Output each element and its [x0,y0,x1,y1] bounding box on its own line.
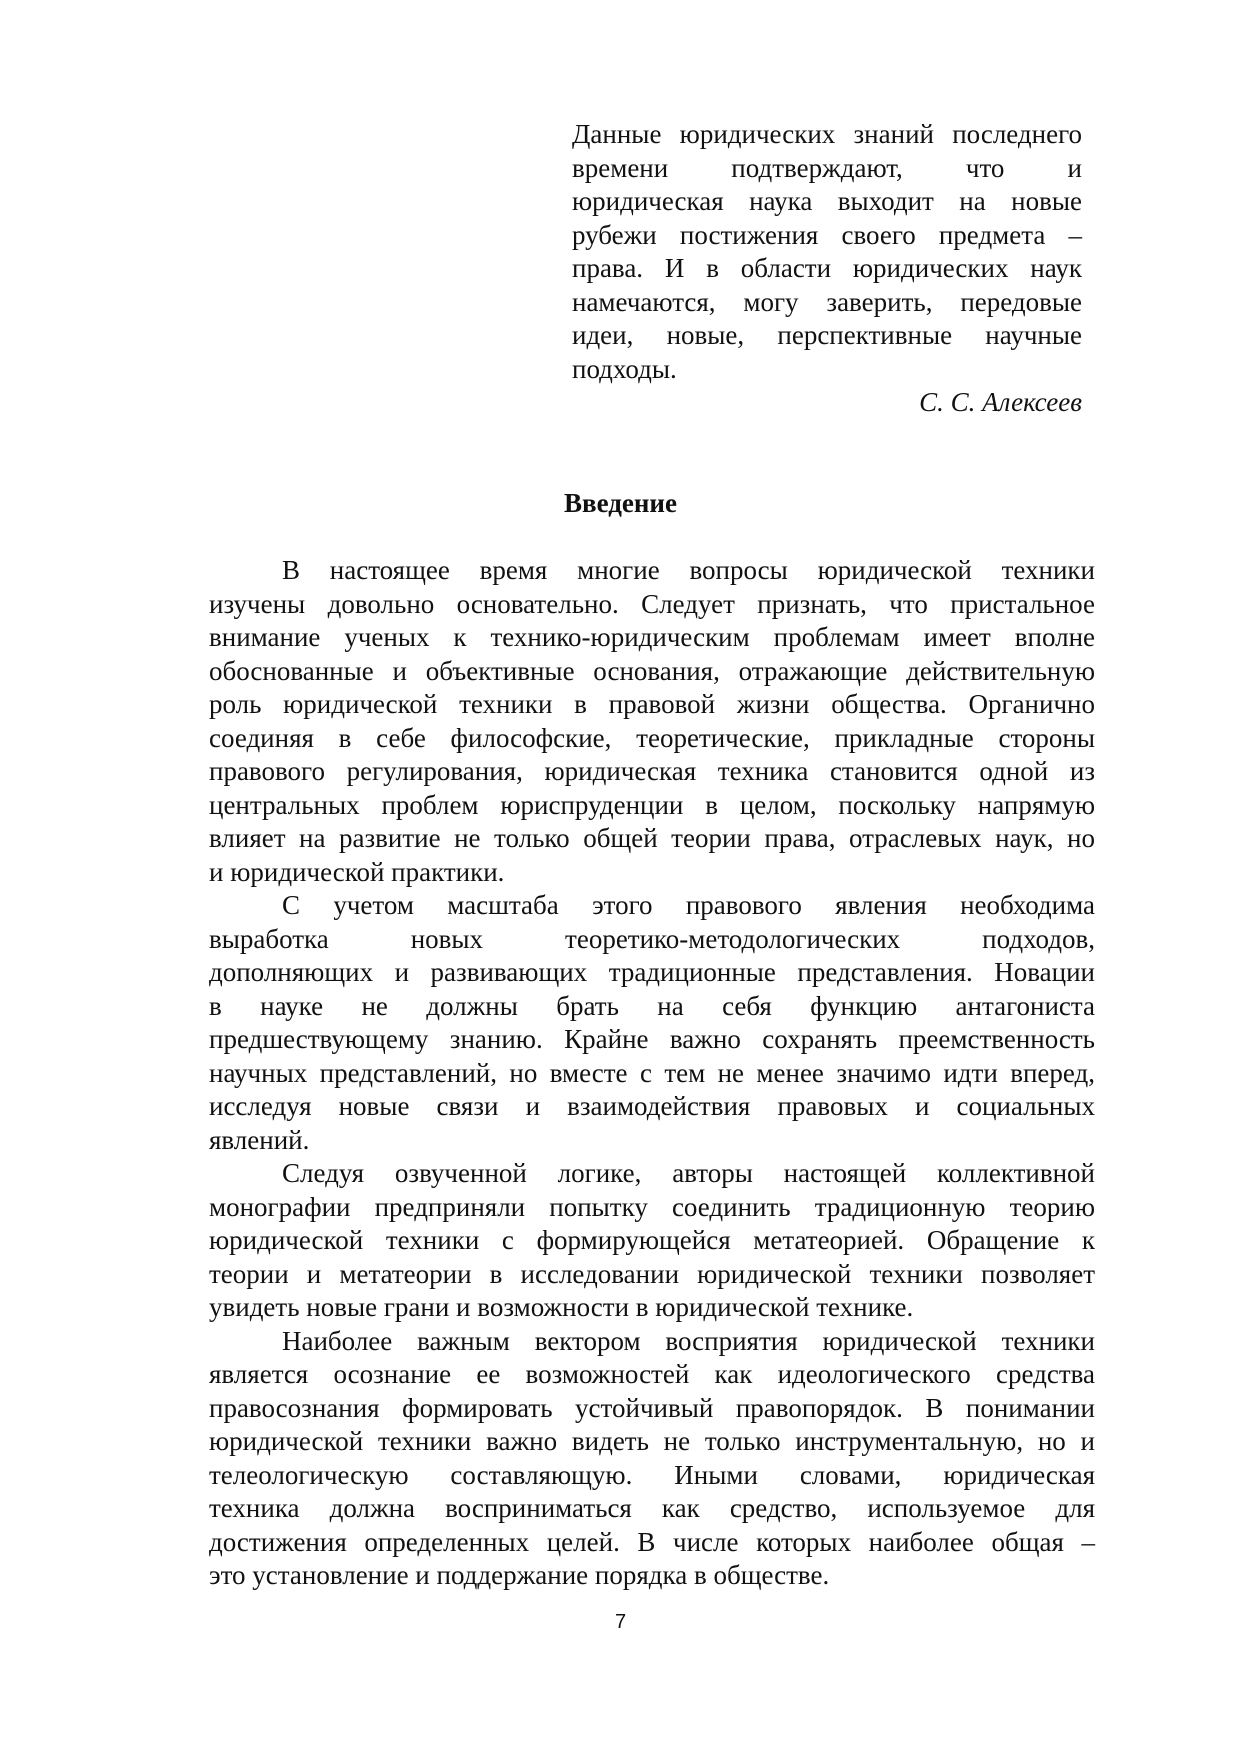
epigraph-line: рубежи постижения своего предмета – [572,219,1082,250]
paragraph-line: выработка новых теоретико-методологических подходов, [209,923,1095,954]
paragraph-line: предшествующему знанию. Крайне важно сохранять преемственность [209,1024,1095,1054]
epigraph-line: права. И в области юридических наук [572,253,1082,283]
paragraph-line: монографии предприняли попытку соединить традиционную теорию [209,1191,1095,1222]
paragraph-line: теории и метатеории в исследовании юридической техники позволяет [209,1258,1095,1289]
epigraph-line: времени подтверждают, что и [572,152,1082,183]
paragraph-line: это установление и поддержание порядка в обществе. [209,1560,830,1590]
paragraph-line: С учетом масштаба этого правового явления необходима [282,890,1095,920]
paragraph-line: и юридической практики. [209,856,505,887]
paragraph-line: техника должна восприниматься как средство, используемое для [209,1493,1095,1523]
paragraph-line: является осознание ее возможностей как идеологического средства [209,1359,1095,1389]
paragraph-line: в науке не должны брать на себя функцию антагониста [209,990,1095,1021]
paragraph-line: дополняющих и развивающих традиционные представления. Новации [209,957,1095,987]
epigraph-author: С. С. Алексеев [919,387,1082,417]
epigraph-line: юридическая наука выходит на новые [572,186,1082,216]
paragraph-line: изучены довольно основательно. Следует признать, что пристальное [209,588,1095,619]
epigraph-line: подходы. [572,353,677,384]
paragraph-line: обоснованные и объективные основания, отражающие действительную [209,655,1095,686]
paragraph-line: роль юридической техники в правовой жизни общества. Органично [209,689,1095,719]
paragraph-line: правосознания формировать устойчивый правопорядок. В понимании [209,1392,1095,1423]
page-number: 7 [614,1611,627,1633]
paragraph-line: Наиболее важным вектором восприятия юридической техники [282,1325,1095,1356]
paragraph-line: В настоящее время многие вопросы юридической техники [282,555,1095,585]
paragraph-line: влияет на развитие не только общей теории права, отраслевых наук, но [209,823,1095,853]
paragraph-line: явлений. [209,1124,310,1155]
body-text [209,554,1095,1593]
paragraph [209,554,1095,889]
paragraph [209,1325,1095,1593]
paragraph-line: научных представлений, но вместе с тем не менее значимо идти вперед, [209,1057,1095,1088]
paragraph-line: центральных проблем юриспруденции в целом, поскольку напрямую [209,789,1095,820]
paragraph-line: соединяя в себе философские, теоретические, прикладные стороны [209,722,1095,753]
paragraph-line: юридической техники важно видеть не только инструментальную, но и [209,1426,1095,1456]
paragraph-line: достижения определенных целей. В числе которых наиболее общая – [209,1526,1095,1557]
paragraph-line: внимание ученых к технико-юридическим проблемам имеет вполне [209,622,1095,652]
paragraph-line: правового регулирования, юридическая техника становится одной из [209,756,1095,786]
paragraph [209,889,1095,1157]
epigraph [572,118,1082,386]
paragraph-line: Следуя озвученной логике, авторы настоящей коллективной [282,1158,1095,1188]
paragraph-line: увидеть новые грани и возможности в юридической технике. [209,1292,914,1322]
epigraph-line: Данные юридических знаний последнего [572,119,1082,149]
paragraph-line: исследуя новые связи и взаимодействия правовых и социальных [209,1091,1095,1121]
epigraph-line: идеи, новые, перспективные научные [572,320,1082,350]
section-title: Введение [564,488,677,518]
paragraph-line: телеологическую составляющую. Иными словами, юридическая [209,1459,1095,1490]
paragraph [209,1157,1095,1325]
epigraph-line: намечаются, могу заверить, передовые [572,286,1082,317]
paragraph-line: юридической техники с формирующейся метатеорией. Обращение к [209,1225,1095,1255]
